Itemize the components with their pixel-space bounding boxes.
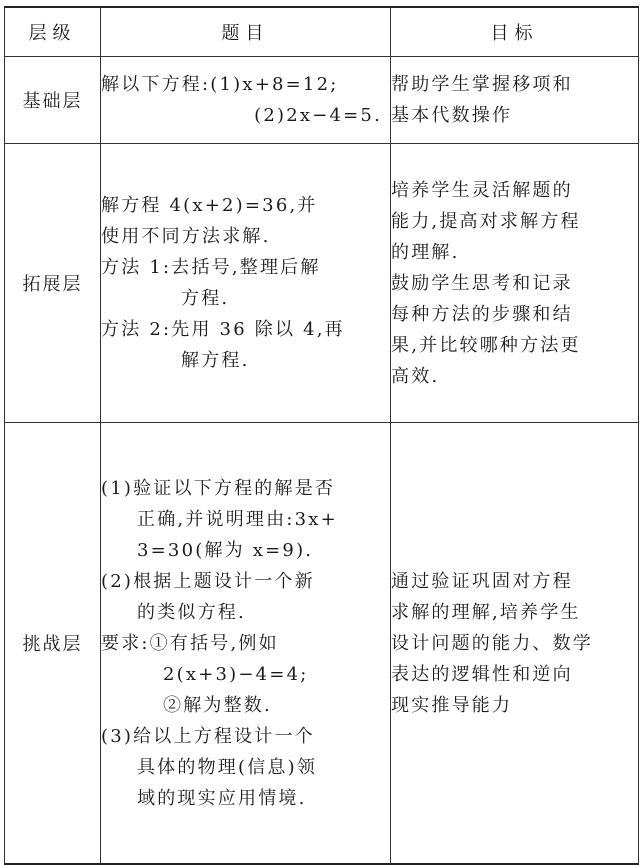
task-cell <box>101 423 391 865</box>
level-table <box>4 6 639 865</box>
task-line: (1)验证以下方程的解是否 <box>101 477 336 499</box>
header-goal: 目标 <box>391 7 639 57</box>
level-label: 基础层 <box>5 57 101 144</box>
goal-line: 帮助学生掌握移项和 <box>391 74 573 95</box>
task-line: (2)2x−4=5. <box>254 105 382 126</box>
table-row <box>5 423 639 865</box>
task-cell <box>101 57 391 144</box>
task-line: 方法 2:先用 36 除以 4,再 <box>101 319 345 340</box>
task-cell <box>101 144 391 423</box>
goal-cell <box>391 57 639 144</box>
goal-line: 通过验证巩固对方程 <box>391 570 573 592</box>
level-label: 挑战层 <box>5 423 101 865</box>
header-task: 题目 <box>101 7 391 57</box>
task-line: ②解为整数. <box>163 694 272 716</box>
task-line: 解以下方程:(1)x+8=12; <box>101 74 339 95</box>
task-line: (3)给以上方程设计一个 <box>101 725 315 747</box>
goal-cell <box>391 144 639 423</box>
goal-line: 每种方法的步骤和结 <box>391 303 573 325</box>
goal-line: 鼓励学生思考和记录 <box>391 272 573 294</box>
task-line: 的类似方程. <box>137 601 246 623</box>
table-header-row <box>5 7 639 57</box>
goal-line: 基本代数操作 <box>391 105 513 126</box>
task-line: 方程. <box>181 288 230 309</box>
goal-line: 能力,提高对求解方程 <box>391 210 581 232</box>
level-label: 拓展层 <box>5 144 101 423</box>
table-row <box>5 57 639 144</box>
goal-line: 表达的逻辑性和逆向 <box>391 663 573 685</box>
goal-cell <box>391 423 639 865</box>
task-line: 具体的物理(信息)领 <box>137 756 318 778</box>
goal-line: 果,并比较哪种方法更 <box>391 334 581 356</box>
goal-line: 高效. <box>391 365 440 387</box>
table-row <box>5 144 639 423</box>
goal-line: 设计问题的能力、数学 <box>391 632 593 654</box>
task-line: 3=30(解为 x=9). <box>137 539 314 561</box>
task-line: 使用不同方法求解. <box>101 226 271 247</box>
goal-line: 的理解. <box>391 241 460 263</box>
task-line: 2(x+3)−4=4; <box>163 663 309 685</box>
goal-line: 培养学生灵活解题的 <box>391 179 573 201</box>
task-line: 解方程. <box>181 350 250 371</box>
task-line: 解方程 4(x+2)=36,并 <box>101 195 318 216</box>
task-line: 域的现实应用情境. <box>137 787 307 809</box>
header-level: 层级 <box>5 7 101 57</box>
task-line: 方法 1:去括号,整理后解 <box>101 257 321 278</box>
task-line: (2)根据上题设计一个新 <box>101 570 315 592</box>
goal-line: 现实推导能力 <box>391 694 513 716</box>
goal-line: 求解的理解,培养学生 <box>391 601 581 623</box>
task-line: 要求:①有括号,例如 <box>101 632 279 654</box>
task-line: 正确,并说明理由:3x+ <box>137 508 338 530</box>
